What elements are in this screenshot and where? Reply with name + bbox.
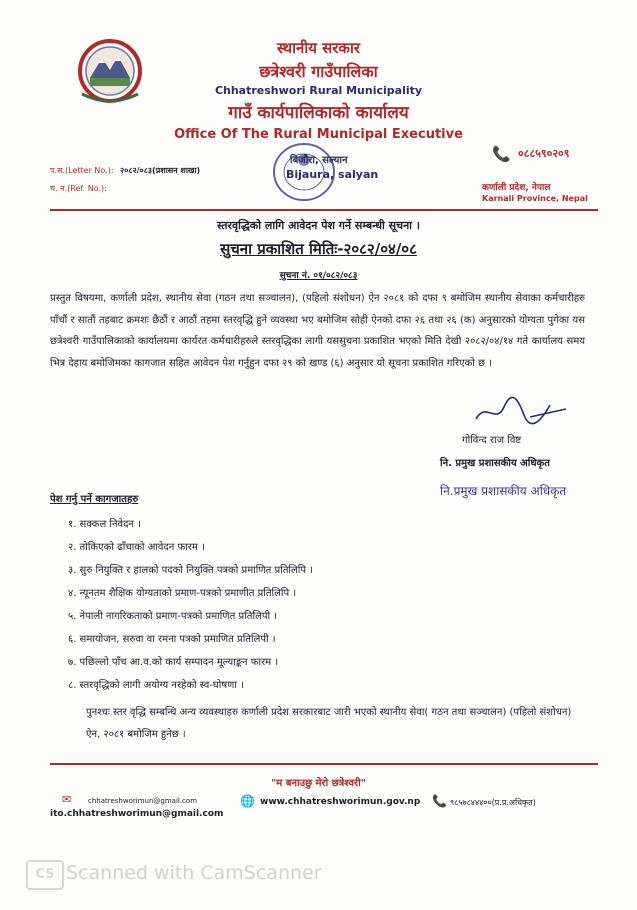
header-phone: ०८८५९०२०९ (518, 147, 570, 160)
footer-website[interactable]: www.chhatreshworimun.gov.np (260, 797, 421, 807)
watermark-text: Scanned with CamScanner (66, 862, 322, 884)
globe-icon: 🌐 (240, 794, 255, 808)
header-municipality-np: छत्रेश्वरी गाउँपालिका (259, 62, 378, 81)
documents-note: पुनश्चः स्तर वृद्धि सम्बन्धि अन्य व्यवस्थाहरु कर्णाली प्रदेश सरकारबाट जारी भएको स्थानीय सेवा( गठन तथा सञ्चालन) (पहिलो संशोधन) ऐन, २०८१ बमोजिम हुनेछ । (86, 707, 572, 740)
notice-body: प्रस्तुत विषयमा, कर्णाली प्रदेश, स्थानीय सेवा (गठन तथा सञ्चालन), (पहिलो संशोधन) ऐन २०८१ को दफा ९ बमोजिम स्थानीय सेवाका कर्मचारीहरु पाँचौं र सातौं तहबाट क्रमशः छैठौं र आठौं तहमा स्तरवृद्धि हुने व्यवस्था भए बमोजिम सोही ऐनको दफा २६ तथा २६ (क) अनुसारको योग्यता पुगेका यस छत्रेश्वरी गाउँपालिकाको कार्यालयमा कार्यरत कर्मचारीहरुले स्तरवृद्धिका लागी यससुचना प्रकाशित भएको मिति देखी २०८२/०४/१४ गते कार्यालय समय भित्र देहाय बमोजिमका कागजात सहित आवेदन पेश गर्नुहुन दफा २९ को खण्ड (६) अनुसार यो सूचना प्रकाशित गरिएको छ । (50, 293, 585, 369)
gmail-icon: ✉ (62, 793, 72, 806)
header-office-np: गाउँ कार्यपालिकाको कार्यालय (228, 103, 409, 123)
phone-icon: 📞 (492, 145, 511, 163)
notice-subject: स्तरवृद्धिको लागि आवेदन पेश गर्ने सम्बन्धी सूचना । (216, 219, 421, 232)
stamp-location-np: बिजौरा, सल्यान (290, 155, 348, 166)
footer-email-2[interactable]: ito.chhatreshworimun@gmail.com (50, 809, 224, 819)
list-item: ५. नेपाली नागरिकताको प्रमाण-पत्रको प्रमाणित प्रतिलिपी । (68, 611, 278, 622)
signatory-stamp: नि.प्रमुख प्रशासकीय अधिकृत (440, 484, 567, 498)
list-item: ८. स्तरवृद्धिको लागी अयोग्य नरहेको स्व-घोषणा । (68, 680, 244, 691)
header-province-np: कर्णाली प्रदेश, नेपाल (482, 183, 551, 193)
list-item: १. सक्कल निवेदन । (68, 519, 141, 530)
documents-heading: पेश गर्नु पर्ने कागजातहरु (50, 494, 139, 505)
list-item: ४. न्यूनतम शैक्षिक योग्यताको प्रमाण-पत्रको प्रमाणीत प्रतिलिपि । (68, 588, 297, 599)
footer-divider (50, 763, 598, 765)
camscanner-logo: CS (26, 860, 64, 890)
footer-slogan: "म बनाउछु मेरो छत्रेश्वरी" (271, 778, 366, 789)
header-province-en: Karnali Province, Nepal (482, 194, 588, 203)
footer-phone-icon: 📞 (432, 794, 447, 808)
list-item: २. तोकिएको ढाँचाको आवेदन फारम । (68, 542, 205, 553)
handwritten-signature (470, 395, 570, 429)
signatory-title: नि. प्रमुख प्रशासकीय अधिकृत (440, 458, 550, 469)
header-local-government: स्थानीय सरकार (277, 39, 360, 57)
letter-no-value: २०८२/०८३(प्रशासन शाखा) (120, 166, 201, 175)
letter-no-label: प.स.(Letter No.): (50, 166, 114, 175)
footer-phone: ९८५७८४४४००(प्र.प्र.अधिकृत) (450, 798, 536, 807)
notice-published-date: सुचना प्रकाशित मितिः-२०८२/०४/०८ (220, 240, 417, 258)
notice-number: सुचना नं. ०१/०८२/०८३ (279, 271, 358, 281)
signatory-name: गोविन्द राज विष्ट (462, 435, 522, 446)
header-divider (50, 209, 598, 211)
list-item: ३. सुरु नियुक्ति र हालको पदको नियुक्ति पत्रको प्रमाणित प्रतिलिपि । (68, 565, 314, 576)
header-municipality-en: Chhatreshwori Rural Municipality (214, 84, 423, 97)
ref-no-label: च. न.(Ref. No.): (50, 184, 107, 193)
header-office-en: Office Of The Rural Municipal Executive (174, 127, 463, 142)
header-location: Bijaura, salyan (286, 168, 379, 181)
list-item: ६. समायोजन, सरुवा वा रमना पत्रको प्रमाणित प्रतिलिपी । (68, 634, 276, 645)
footer-email-1[interactable]: chhatreshworimun@gmail.com (88, 797, 198, 805)
list-item: ७. पछिल्लो पाँच आ.व.को कार्य सम्पादन मूल्याङ्कन फारम । (68, 657, 279, 668)
